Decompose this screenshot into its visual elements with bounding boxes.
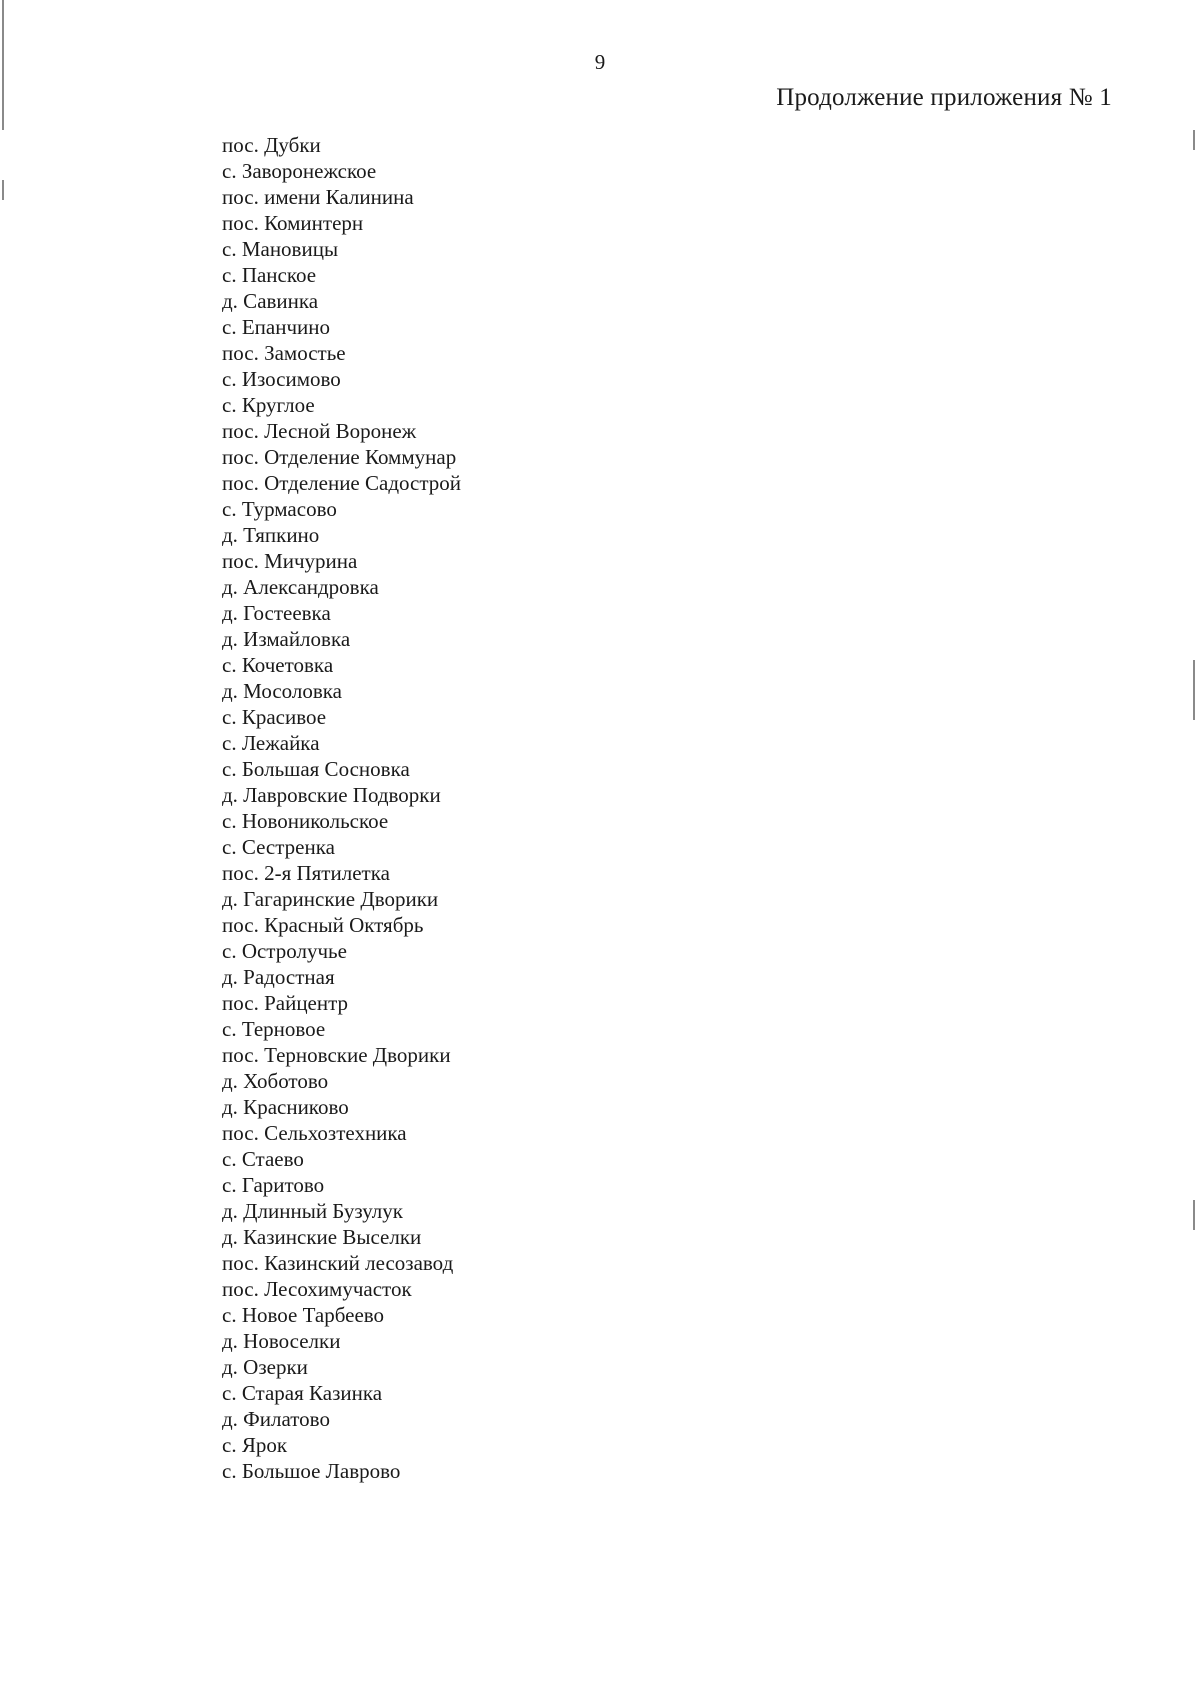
- settlement-list-item: пос. Казинский лесозавод: [222, 1251, 454, 1275]
- settlement-list-item: д. Александровка: [222, 575, 379, 599]
- settlement-list-item: пос. Отделение Коммунар: [222, 445, 457, 469]
- settlement-list-item: с. Кочетовка: [222, 653, 334, 677]
- settlement-list-item: пос. имени Калинина: [222, 185, 414, 209]
- settlement-list-item: с. Остролучье: [222, 939, 347, 963]
- settlement-list-item: д. Озерки: [222, 1355, 308, 1379]
- settlement-list-item: с. Новоникольское: [222, 809, 389, 833]
- settlement-list-item: с. Большая Сосновка: [222, 757, 410, 781]
- settlement-list-item: с. Гаритово: [222, 1173, 325, 1197]
- settlement-list-item: пос. Сельхозтехника: [222, 1121, 407, 1145]
- settlement-list-item: с. Панское: [222, 263, 317, 287]
- settlement-list-item: д. Красниково: [222, 1095, 349, 1119]
- settlement-list-item: пос. 2-я Пятилетка: [222, 861, 390, 885]
- settlement-list: [222, 132, 461, 1484]
- settlement-list-item: с. Ярок: [222, 1433, 288, 1457]
- scan-edge-mark: [1193, 130, 1195, 150]
- settlement-list-item: д. Хоботово: [222, 1069, 329, 1093]
- settlement-list-item: пос. Лесной Воронеж: [222, 419, 417, 443]
- appendix-continuation-header: Продолжение приложения № 1: [776, 84, 1112, 111]
- scan-edge-mark: [1193, 1200, 1195, 1230]
- settlement-list-item: пос. Лесохимучасток: [222, 1277, 412, 1301]
- settlement-list-item: д. Филатово: [222, 1407, 330, 1431]
- settlement-list-item: с. Епанчино: [222, 315, 330, 339]
- settlement-list-item: с. Стаево: [222, 1147, 304, 1171]
- settlement-list-item: с. Терновое: [222, 1017, 326, 1041]
- settlement-list-item: д. Мосоловка: [222, 679, 343, 703]
- settlement-list-item: с. Красивое: [222, 705, 327, 729]
- settlement-list-item: с. Лежайка: [222, 731, 320, 755]
- settlement-list-item: пос. Отделение Садострой: [222, 471, 462, 495]
- settlement-list-item: пос. Коминтерн: [222, 211, 364, 235]
- settlement-list-item: пос. Замостье: [222, 341, 346, 365]
- settlement-list-item: д. Новоселки: [222, 1329, 341, 1353]
- settlement-list-item: с. Изосимово: [222, 367, 341, 391]
- settlement-list-item: д. Гостеевка: [222, 601, 331, 625]
- settlement-list-item: с. Большое Лаврово: [222, 1459, 401, 1483]
- settlement-list-item: пос. Красный Октябрь: [222, 913, 424, 937]
- settlement-list-item: д. Длинный Бузулук: [222, 1199, 403, 1223]
- settlement-list-item: с. Круглое: [222, 393, 315, 417]
- scan-edge-mark: [2, 180, 4, 200]
- settlement-list-item: пос. Райцентр: [222, 991, 349, 1015]
- settlement-list-item: с. Мановицы: [222, 237, 339, 261]
- settlement-list-item: д. Измайловка: [222, 627, 351, 651]
- settlement-list-item: д. Лавровские Подворки: [222, 783, 441, 807]
- settlement-list-item: д. Радостная: [222, 965, 335, 989]
- settlement-list-item: пос. Дубки: [222, 133, 321, 157]
- settlement-list-item: д. Казинские Выселки: [222, 1225, 422, 1249]
- scan-edge-mark: [1193, 660, 1195, 720]
- settlement-list-item: д. Савинка: [222, 289, 319, 313]
- settlement-list-item: д. Гагаринские Дворики: [222, 887, 439, 911]
- settlement-list-item: с. Старая Казинка: [222, 1381, 383, 1405]
- settlement-list-item: пос. Мичурина: [222, 549, 358, 573]
- settlement-list-item: д. Тяпкино: [222, 523, 320, 547]
- settlement-list-item: с. Заворонежское: [222, 159, 377, 183]
- settlement-list-item: с. Турмасово: [222, 497, 337, 521]
- settlement-list-item: пос. Терновские Дворики: [222, 1043, 451, 1067]
- settlement-list-item: с. Новое Тарбеево: [222, 1303, 385, 1327]
- settlement-list-item: с. Сестренка: [222, 835, 335, 859]
- page-number: 9: [594, 50, 606, 74]
